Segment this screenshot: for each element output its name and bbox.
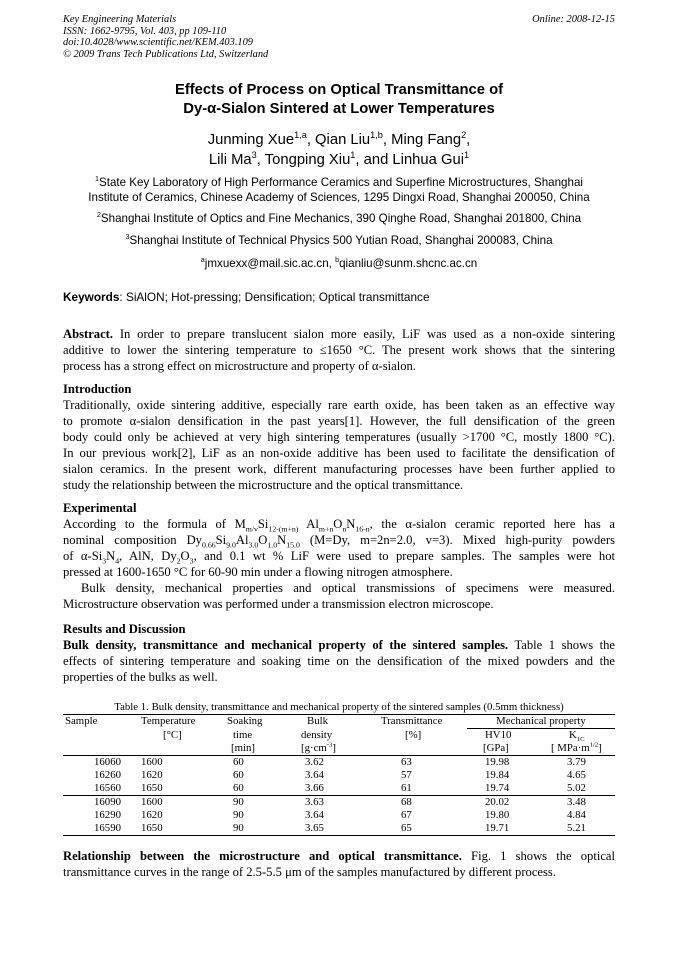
- cell-transmittance: 68: [367, 796, 467, 810]
- cell-density: 3.64: [305, 769, 324, 781]
- cell-soaking: 60: [233, 782, 244, 794]
- affiliation-mark: 3: [125, 232, 130, 242]
- introduction-heading: Introduction: [63, 382, 132, 396]
- column-unit-density: [287, 742, 367, 756]
- author-affil-mark: 1,a: [294, 130, 307, 141]
- email-mark: a: [200, 255, 205, 265]
- formula-subscript: 12-(m+n): [268, 524, 299, 534]
- author-name: Linhua Gui: [392, 152, 464, 168]
- k1c-symbol: K: [569, 729, 577, 741]
- column-unit-transmittance: [%]: [405, 728, 422, 741]
- results-body-1: [63, 637, 615, 685]
- unit-text: ]: [598, 742, 602, 754]
- abstract: [63, 326, 615, 374]
- email-link[interactable]: qianliu@sunm.shcnc.ac.cn: [339, 257, 478, 270]
- experimental-body: [63, 516, 615, 613]
- results-line: effects of sintering temperature and soaking time on the densification of the mixed powders and the: [63, 654, 615, 669]
- cell-temperature: 1620: [141, 809, 163, 821]
- cell-temperature: 1600: [141, 756, 163, 768]
- affiliation-2: [58, 211, 620, 226]
- online-date: Online: 2008-12-15: [532, 14, 615, 25]
- email-link[interactable]: jmxuexx@mail.sic.ac.cn,: [204, 257, 336, 270]
- cell-k1c: 4.65: [567, 769, 586, 781]
- table-header-row: [63, 729, 615, 743]
- cell-k1c: 5.21: [545, 822, 615, 836]
- table-body: [63, 756, 615, 836]
- cell-temperature: 1620: [141, 769, 163, 781]
- running-header: [63, 14, 615, 60]
- cell-sample: 16560: [94, 782, 121, 794]
- cell-soaking: 90: [215, 796, 287, 810]
- experimental-text: Al: [235, 533, 249, 548]
- experimental-line: [63, 548, 615, 564]
- experimental-text: , the α-sialon ceramic reported here has a: [369, 517, 615, 531]
- introduction-line: body could only be achieved at very high sintering temperatures (usually >1700 °C, mostly 1800 °C).: [63, 430, 615, 445]
- title-line-1: Effects of Process on Optical Transmittance of: [174, 82, 504, 98]
- column-unit-hv10: [GPa]: [467, 742, 545, 756]
- cell-density: 3.64: [305, 809, 324, 821]
- column-header-time: time: [233, 728, 253, 741]
- keywords: [63, 290, 615, 305]
- results-text: Fig. 1 shows the optical: [461, 849, 616, 863]
- results-line: [63, 848, 615, 864]
- experimental-text: O: [333, 517, 343, 531]
- formula-subscript: 0.66: [201, 540, 216, 550]
- experimental-text: N: [106, 549, 116, 564]
- table-header-row: [63, 742, 615, 756]
- formula-subscript: 15.0: [286, 540, 300, 550]
- author-separator: ,: [256, 152, 265, 168]
- issn-line: ISSN: 1662-9795, Vol. 403, pp 109-110: [63, 25, 227, 37]
- cell-sample: 16090: [63, 796, 125, 810]
- cell-temperature: 1600: [125, 796, 215, 810]
- formula-subscript: 1.0: [267, 540, 278, 550]
- cell-temperature: 1650: [125, 822, 215, 836]
- formula-subscript: 3: [189, 556, 194, 566]
- cell-soaking: 90: [233, 809, 244, 821]
- formula-subscript: 2: [176, 556, 181, 566]
- affiliation-1: [58, 175, 620, 205]
- author-separator: ,: [306, 132, 316, 148]
- affiliation-1-line-1: [58, 175, 620, 190]
- column-header-density: density: [301, 728, 333, 741]
- cell-sample: 16260: [94, 769, 121, 781]
- unit-superscript: -3: [326, 741, 333, 749]
- author-affil-mark: 2: [461, 130, 467, 141]
- affiliation-mark: 2: [96, 210, 101, 220]
- experimental-text: (M=Dy, m=2n=2.0, v=3). Mixed high-purity powders: [299, 533, 615, 548]
- unit-text: [ MPa·m: [551, 742, 590, 754]
- author-separator: ,: [382, 132, 392, 148]
- unit-text: ]: [332, 742, 336, 754]
- table-row: [63, 809, 615, 822]
- cell-transmittance: 63: [401, 756, 412, 768]
- cell-k1c: 3.79: [567, 756, 586, 768]
- abstract-text: In order to prepare translucent sialon more easily, LiF was used as a non-oxide sintering: [113, 327, 615, 341]
- author-line-2: [63, 150, 615, 170]
- abstract-line: additive to lower the sintering temperature to ≤1650 °C. The present work shows that the sintering: [63, 343, 615, 358]
- author-affil-mark: 1: [350, 150, 356, 161]
- column-header-k1c: [545, 729, 615, 743]
- author-name: Tongping Xiu: [264, 152, 351, 168]
- results-body-2: [63, 848, 615, 880]
- affiliation-3: [58, 233, 620, 248]
- affiliation-1-line-2: Institute of Ceramics, Chinese Academy of Sciences, 1295 Dingxi Road, Shanghai 200050, China: [88, 191, 590, 204]
- cell-density: 3.66: [305, 782, 324, 794]
- column-header-mechanical: Mechanical property: [467, 715, 615, 729]
- experimental-line: pressed at 1600-1650 °C for 60-90 min under a flowing nitrogen atmosphere.: [63, 565, 453, 580]
- introduction-line: to promote α-sialon densification in the past years[1]. However, the full densification of the green: [63, 414, 615, 429]
- results-heading: Results and Discussion: [63, 622, 186, 636]
- cell-transmittance: 61: [401, 782, 412, 794]
- doi-line: doi:10.4028/www.scientific.net/KEM.403.109: [63, 37, 253, 49]
- keywords-label: Keywords: [63, 290, 120, 304]
- author-list: [63, 130, 615, 170]
- affiliation-text: State Key Laboratory of High Performance Ceramics and Superfine Microstructures, Shanghai: [99, 176, 583, 189]
- experimental-text: , AlN, Dy: [119, 549, 177, 564]
- formula-subscript: 4: [115, 556, 120, 566]
- experimental-text: Si: [215, 533, 227, 548]
- keywords-text: : SiAlON; Hot-pressing; Densification; Optical transmittance: [119, 290, 430, 304]
- introduction-line: Traditionally, oxide sintering additive, especially rare earth oxide, has been taken as an effective way: [63, 398, 615, 412]
- cell-hv10: 19.84: [485, 769, 510, 781]
- title-line-2: Dy-α-Sialon Sintered at Lower Temperatures: [183, 101, 495, 117]
- column-header-hv10: HV10: [485, 729, 512, 741]
- cell-hv10: 19.80: [485, 809, 510, 821]
- formula-subscript: 3: [102, 556, 107, 566]
- formula-subscript: 3.0: [248, 540, 259, 550]
- formula-subscript: m/v: [245, 524, 258, 534]
- cell-temperature: 1650: [141, 782, 163, 794]
- cell-k1c: 4.84: [567, 809, 586, 821]
- k1c-subscript: 1C: [576, 736, 585, 744]
- formula-subscript: 16-n: [355, 524, 370, 534]
- cell-transmittance: 65: [367, 822, 467, 836]
- results-line: [63, 637, 615, 653]
- experimental-text: N: [346, 517, 356, 531]
- table-header-cell: [367, 742, 467, 756]
- cell-transmittance: 67: [401, 809, 412, 821]
- cell-hv10: 19.71: [467, 822, 545, 836]
- author-name: Ming Fang: [391, 132, 462, 148]
- experimental-text: N: [277, 533, 287, 548]
- column-header-temperature: Temperature: [125, 715, 215, 729]
- cell-soaking: 60: [233, 769, 244, 781]
- experimental-text: of α-Si: [63, 549, 103, 564]
- table-header-row: [63, 715, 615, 729]
- experimental-text: Al: [298, 517, 319, 531]
- paper-title: [63, 81, 615, 119]
- abstract-line: process has a strong effect on microstructure and property of α-sialon.: [63, 359, 416, 374]
- cell-density: 3.62: [305, 756, 324, 768]
- author-line-1: Junming Xue$^{1,a}$, Qian Liu$^{1,b}$, Ming Fang$^2$,: [207, 130, 471, 148]
- column-header-bulk: Bulk: [287, 715, 367, 729]
- cell-hv10: 19.74: [485, 782, 510, 794]
- experimental-line: [63, 532, 615, 548]
- table-row: [63, 756, 615, 770]
- experimental-line: Bulk density, mechanical properties and optical transmissions of specimens were measured.: [81, 581, 615, 596]
- author-affil-mark: 3: [251, 150, 257, 161]
- affiliation-text: Shanghai Institute of Optics and Fine Mechanics, 390 Qinghe Road, Shanghai 201800, China: [100, 212, 582, 225]
- results-line: properties of the bulks as well.: [63, 670, 218, 685]
- cell-k1c: 3.48: [545, 796, 615, 810]
- introduction-line: In our previous work[2], LiF as an non-oxide additive has been used to facilitate the densification of: [63, 446, 615, 461]
- cell-transmittance: 57: [401, 769, 412, 781]
- column-unit-temperature: [°C]: [163, 728, 182, 741]
- column-unit-k1c: [545, 742, 615, 756]
- copyright-line: © 2009 Trans Tech Publications Ltd, Switzerland: [63, 48, 269, 60]
- table-row: [63, 822, 615, 836]
- experimental-text: Si: [257, 517, 269, 531]
- experimental-line: [63, 516, 615, 532]
- table-header-cell: [125, 742, 215, 756]
- cell-sample: 16590: [63, 822, 125, 836]
- introduction-body: [63, 397, 615, 494]
- table-row: [63, 796, 615, 810]
- results-line: transmittance curves in the range of 2.5-5.5 μm of the samples manufactured by different process.: [63, 865, 556, 880]
- results-subheading-1: Bulk density, transmittance and mechanical property of the sintered samples.: [63, 638, 509, 652]
- author-affil-mark: 1,b: [370, 130, 383, 141]
- author-separator: , and: [355, 152, 393, 168]
- column-header-sample: Sample: [63, 715, 125, 729]
- author-name: Lili Ma: [208, 152, 252, 168]
- cell-density: 3.65: [287, 822, 367, 836]
- formula-subscript: 9.0: [226, 540, 236, 550]
- experimental-text: According to the formula of M: [63, 517, 246, 531]
- experimental-text: , and 0.1 wt % LiF were used to prepare samples. The samples were hot: [193, 549, 615, 564]
- results-subheading-2: Relationship between the microstructure and optical transmittance.: [63, 849, 462, 863]
- column-header-transmittance: Transmittance: [367, 715, 467, 729]
- formula-subscript: m+n: [318, 524, 334, 534]
- cell-hv10: 19.98: [485, 756, 510, 768]
- experimental-text: O: [180, 549, 190, 564]
- cell-sample: 16060: [94, 756, 121, 768]
- experimental-text: nominal composition Dy: [63, 533, 202, 548]
- unit-superscript: 1/2: [589, 741, 599, 749]
- author-emails: [58, 256, 620, 271]
- results-text: Table 1 shows the: [508, 638, 615, 652]
- experimental-text: O: [258, 533, 268, 548]
- experimental-heading: Experimental: [63, 501, 137, 515]
- affiliation-mark: 1: [95, 174, 100, 184]
- table-header-cell: [63, 729, 125, 743]
- author-name: Qian Liu: [315, 132, 371, 148]
- introduction-line: sialon ceramics. In the present work, different manufacturing processes have been further applied to: [63, 462, 615, 477]
- unit-text: [g·cm: [301, 742, 327, 754]
- cell-hv10: 20.02: [467, 796, 545, 810]
- cell-soaking: 90: [215, 822, 287, 836]
- abstract-label: Abstract.: [63, 327, 114, 341]
- formula-subscript: n: [342, 524, 347, 534]
- abstract-line: [63, 326, 615, 342]
- column-header-soaking: Soaking: [215, 715, 287, 729]
- author-affil-mark: 1: [464, 150, 470, 161]
- email-mark: b: [335, 255, 340, 265]
- cell-k1c: 5.02: [567, 782, 586, 794]
- experimental-line: Microstructure observation was performed under a transmission electron microscope.: [63, 597, 494, 612]
- cell-density: 3.63: [287, 796, 367, 810]
- introduction-line: study the relationship between the microstructure and the optical transmittance.: [63, 478, 464, 493]
- cell-sample: 16290: [94, 809, 121, 821]
- affiliation-text: Shanghai Institute of Technical Physics 500 Yutian Road, Shanghai 200083, China: [129, 234, 553, 247]
- table-row: [63, 782, 615, 796]
- table-header-cell: [63, 742, 125, 756]
- table-caption: Table 1. Bulk density, transmittance and mechanical property of the sintered samples (0.5mm thickness): [114, 701, 564, 713]
- journal-name: Key Engineering Materials: [63, 14, 177, 25]
- cell-soaking: 60: [233, 756, 244, 768]
- data-table: [63, 714, 615, 836]
- author-name: Junming Xue: [207, 132, 295, 148]
- table-row: [63, 769, 615, 782]
- column-unit-time: [min]: [215, 742, 287, 756]
